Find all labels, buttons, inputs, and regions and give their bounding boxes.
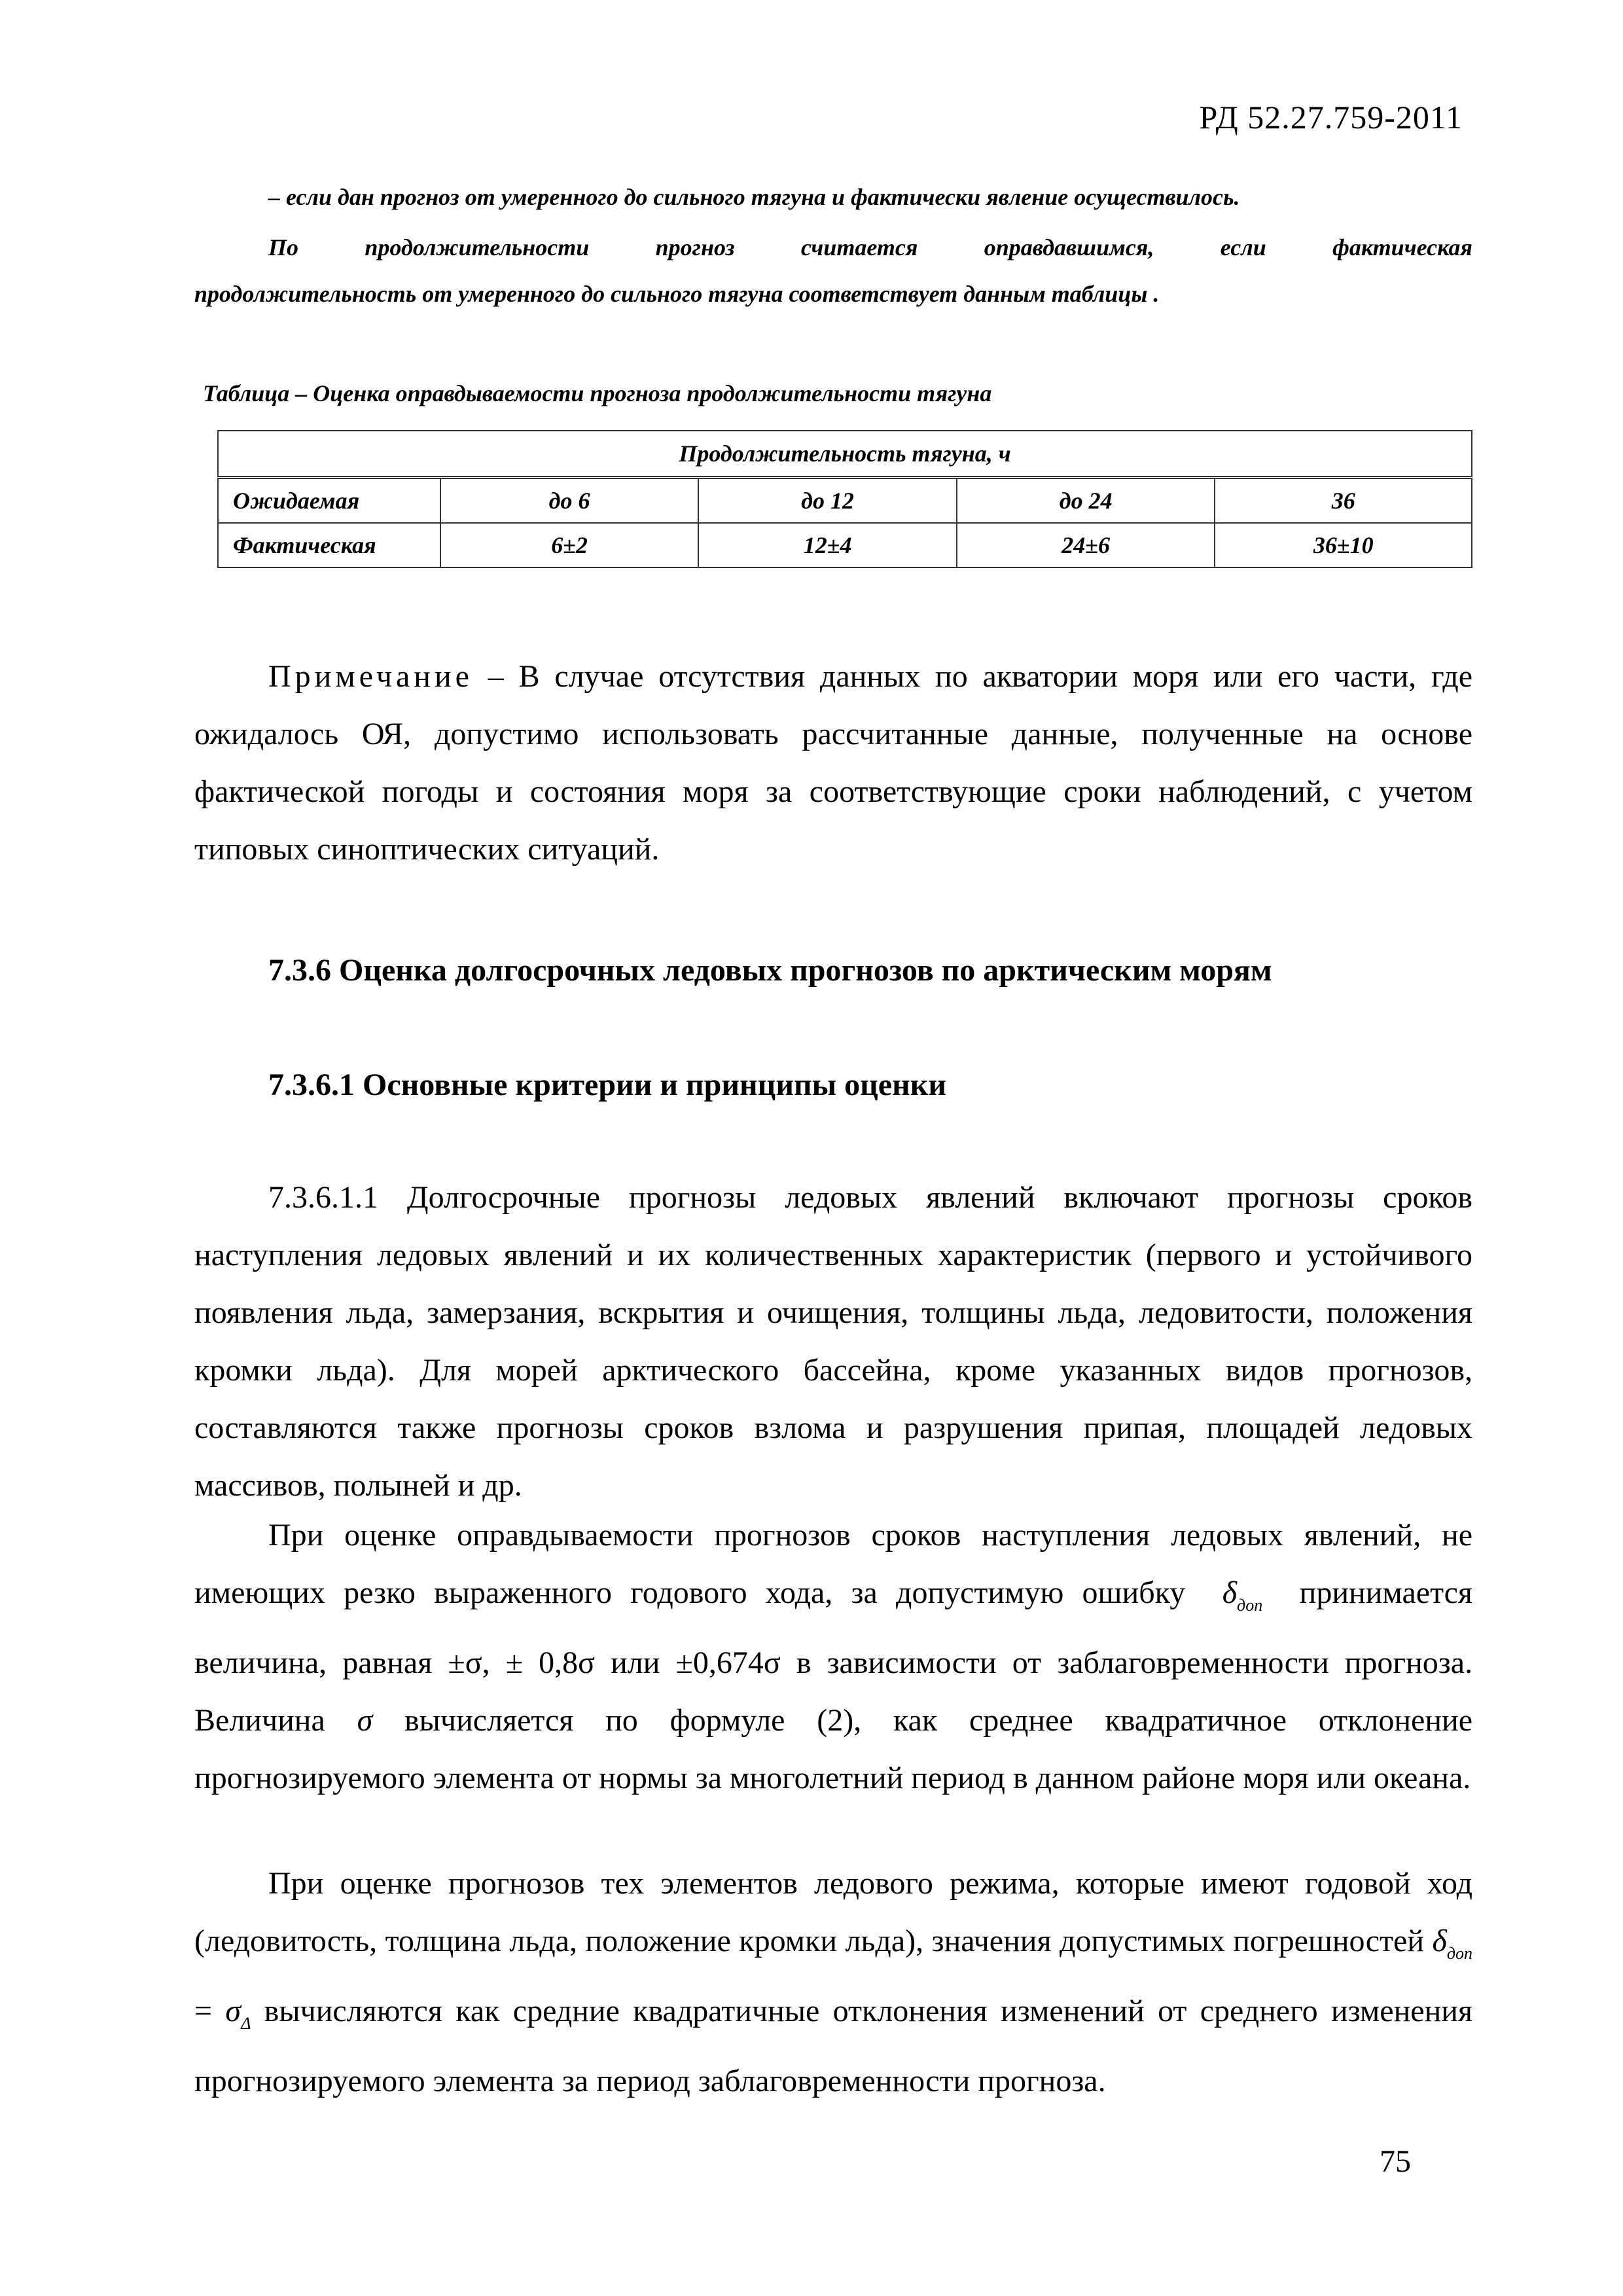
p2-text: принимается величина, равная: [194, 1575, 1473, 1680]
p3-text: вычисляются как средние квадратичные отклонения изменений от среднего изменения прогнозируемого элемента за период заблаговременности прогноза.: [194, 1994, 1473, 2098]
table-cell: до 24: [957, 478, 1215, 524]
table-header-row: [218, 431, 1472, 478]
table-header: Продолжительность тягуна, ч: [218, 431, 1472, 478]
intro-word: фактическая: [1332, 234, 1472, 260]
delta-subscript: доп: [1237, 1596, 1263, 1615]
paragraph-3: [194, 1855, 1472, 2110]
duration-table: [217, 430, 1472, 568]
row-label: Ожидаемая: [218, 478, 440, 524]
intro-word: прогноз: [655, 234, 735, 260]
page-number: 75: [1380, 2144, 1411, 2179]
table-row: [218, 523, 1472, 567]
equals-sign: =: [194, 1994, 213, 2028]
table-cell: до 6: [440, 478, 699, 524]
intro-paragraph-line2: продолжительность от умеренного до сильного тягуна соответствует данным таблицы .: [194, 281, 1160, 307]
document-code: РД 52.27.759-2011: [1199, 99, 1463, 135]
paragraph-1: 7.3.6.1.1 Долгосрочные прогнозы ледовых явлений включают прогнозы сроков наступления ледовых явлений и их количественных характеристик (первого и устойчивого появления льда, замерзания, вскрытия и очищения, толщины льда, ледовитости, положения кромки льда). Для морей арктического бассейна, кроме указанных видов прогнозов, составляются также прогнозы сроков взлома и разрушения припая, площадей ледовых массивов, полыней и др.: [194, 1180, 1472, 1503]
p3-text: При оценке прогнозов тех элементов ледового режима, которые имеют годовой ход (ледовитость, толщина льда, положение кромки льда), значения допустимых погрешностей: [194, 1866, 1472, 1958]
intro-word: если: [1220, 234, 1266, 260]
table-cell: 24±6: [957, 523, 1215, 567]
table-cell: 6±2: [440, 523, 699, 567]
table-cell: 12±4: [698, 523, 957, 567]
note-text: – В случае отсутствия данных по акватории моря или его части, где ожидалось ОЯ, допустимо использовать рассчитанные данные, полученные на основе фактической погоды и состояния моря за соответствующие сроки наблюдений, с учетом типовых синоптических ситуаций.: [194, 659, 1473, 867]
bullet-line: – если дан прогноз от умеренного до сильного тягуна и фактически явление осуществилось.: [268, 184, 1240, 210]
delta-symbol: δ: [1222, 1575, 1238, 1610]
subsection-heading: 7.3.6.1 Основные критерии и принципы оценки: [268, 1067, 947, 1102]
row-label: Фактическая: [218, 523, 440, 567]
formula: ±σ,: [448, 1645, 490, 1680]
table-cell: 36: [1215, 478, 1472, 524]
formula: ±0,674σ: [675, 1645, 781, 1680]
intro-word: продолжительности: [365, 234, 590, 260]
delta-subscript: доп: [1446, 1944, 1472, 1963]
intro-paragraph-line1: [268, 234, 1472, 261]
intro-word: оправдавшимся,: [984, 234, 1154, 260]
table-cell: 36±10: [1215, 523, 1472, 567]
section-heading: 7.3.6 Оценка долгосрочных ледовых прогнозов по арктическим морям: [268, 953, 1272, 988]
delta-symbol: δ: [1432, 1924, 1447, 1958]
table-cell: до 12: [698, 478, 957, 524]
p2-text: При оценке оправдываемости прогнозов сроков наступления ледовых явлений, не имеющих резко выраженного годового хода, за допустимую ошибку: [194, 1518, 1472, 1610]
sigma-symbol: σ: [357, 1703, 373, 1738]
table-caption: Таблица – Оценка оправдываемости прогноза продолжительности тягуна: [203, 380, 992, 406]
sigma-subscript: Δ: [241, 2014, 251, 2033]
p2-text: в зависимости от заблаговременности прогноза. Величина: [194, 1645, 1473, 1738]
intro-word: По: [268, 234, 299, 260]
p2-text: вычисляется по формуле (2), как среднее квадратичное отклонение прогнозируемого элемента от нормы за многолетний период в данном районе моря или океана.: [194, 1703, 1473, 1795]
sigma-symbol: σ: [225, 1994, 241, 2028]
intro-word: считается: [800, 234, 918, 260]
note-label: Примечание: [268, 659, 473, 694]
table-row: [218, 478, 1472, 524]
paragraph-2: [194, 1507, 1472, 1807]
formula: ± 0,8σ: [505, 1645, 595, 1680]
p2-text: или: [611, 1645, 660, 1680]
note-paragraph: [194, 648, 1472, 878]
